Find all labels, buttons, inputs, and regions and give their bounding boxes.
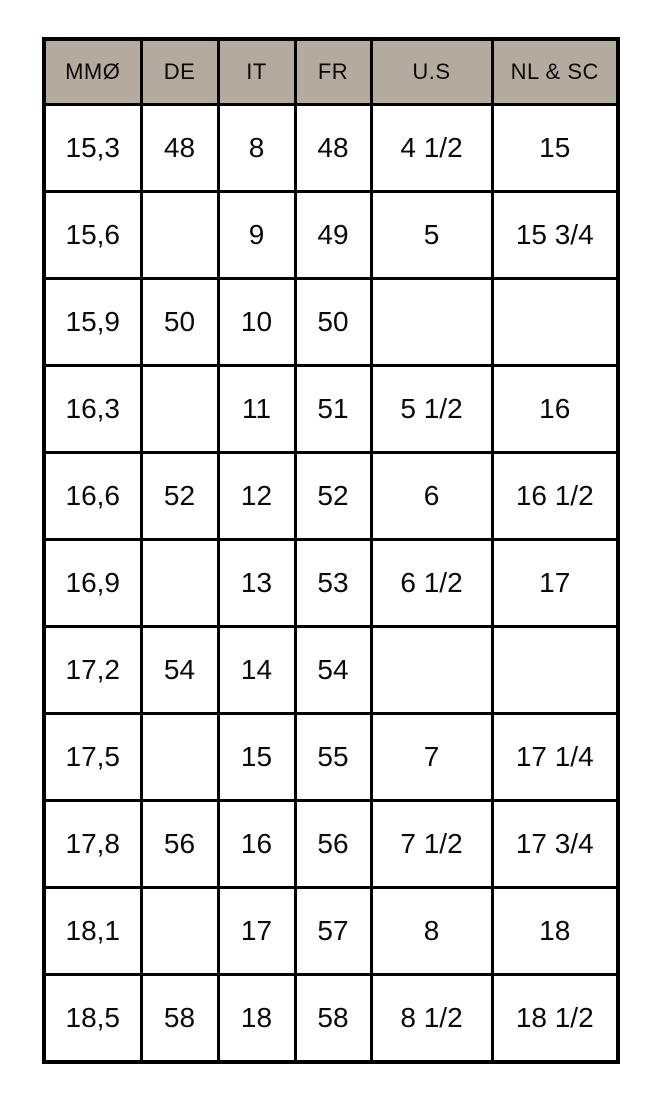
table-cell-us: 4 1/2 — [371, 105, 492, 192]
table-cell-us — [371, 279, 492, 366]
table-cell-de — [141, 540, 218, 627]
table-cell-mm: 17,5 — [44, 714, 141, 801]
table-cell-us: 8 1/2 — [371, 975, 492, 1063]
table-cell-it: 10 — [218, 279, 295, 366]
table-cell-fr: 53 — [295, 540, 371, 627]
header-cell-mm: MMØ — [44, 39, 141, 105]
table-row — [44, 975, 618, 1063]
table-cell-it: 17 — [218, 888, 295, 975]
ring-size-conversion-table — [42, 37, 620, 1064]
table-cell-it: 11 — [218, 366, 295, 453]
table-cell-fr: 57 — [295, 888, 371, 975]
table-cell-us: 6 1/2 — [371, 540, 492, 627]
table-cell-it: 13 — [218, 540, 295, 627]
table-cell-mm: 17,2 — [44, 627, 141, 714]
table-row — [44, 627, 618, 714]
table-header — [44, 39, 618, 105]
header-cell-fr: FR — [295, 39, 371, 105]
table-row — [44, 366, 618, 453]
table-cell-mm: 18,1 — [44, 888, 141, 975]
table-cell-nlsc: 18 — [492, 888, 618, 975]
table-cell-nlsc: 17 1/4 — [492, 714, 618, 801]
table-row — [44, 453, 618, 540]
table-row — [44, 714, 618, 801]
table-cell-us: 5 1/2 — [371, 366, 492, 453]
table-cell-de: 50 — [141, 279, 218, 366]
header-cell-de: DE — [141, 39, 218, 105]
table-cell-de: 58 — [141, 975, 218, 1063]
header-cell-nlsc: NL & SC — [492, 39, 618, 105]
table-cell-mm: 16,9 — [44, 540, 141, 627]
table-cell-fr: 54 — [295, 627, 371, 714]
table-cell-de: 52 — [141, 453, 218, 540]
header-cell-it: IT — [218, 39, 295, 105]
table-row — [44, 888, 618, 975]
table-cell-fr: 55 — [295, 714, 371, 801]
table-cell-it: 16 — [218, 801, 295, 888]
table-cell-us: 6 — [371, 453, 492, 540]
table-cell-de — [141, 366, 218, 453]
table-cell-mm: 15,3 — [44, 105, 141, 192]
table-cell-it: 14 — [218, 627, 295, 714]
table-cell-us — [371, 627, 492, 714]
table-cell-fr: 56 — [295, 801, 371, 888]
table-cell-nlsc: 17 3/4 — [492, 801, 618, 888]
table-cell-us: 7 1/2 — [371, 801, 492, 888]
table-cell-it: 8 — [218, 105, 295, 192]
header-cell-us: U.S — [371, 39, 492, 105]
table-cell-fr: 49 — [295, 192, 371, 279]
table-cell-it: 9 — [218, 192, 295, 279]
table-cell-mm: 17,8 — [44, 801, 141, 888]
header-row — [44, 39, 618, 105]
table-cell-de — [141, 888, 218, 975]
table-cell-mm: 15,6 — [44, 192, 141, 279]
table-cell-us: 7 — [371, 714, 492, 801]
table-cell-nlsc: 15 — [492, 105, 618, 192]
table-cell-us: 8 — [371, 888, 492, 975]
table-cell-de: 56 — [141, 801, 218, 888]
table-row — [44, 801, 618, 888]
table-cell-fr: 51 — [295, 366, 371, 453]
table-row — [44, 540, 618, 627]
table-row — [44, 105, 618, 192]
table-cell-it: 12 — [218, 453, 295, 540]
table-cell-it: 15 — [218, 714, 295, 801]
table-row — [44, 192, 618, 279]
table-cell-nlsc: 18 1/2 — [492, 975, 618, 1063]
table-cell-mm: 15,9 — [44, 279, 141, 366]
table-row — [44, 279, 618, 366]
table-cell-it: 18 — [218, 975, 295, 1063]
table-cell-fr: 52 — [295, 453, 371, 540]
table-cell-nlsc: 15 3/4 — [492, 192, 618, 279]
table-cell-fr: 48 — [295, 105, 371, 192]
table-cell-nlsc — [492, 627, 618, 714]
table-cell-nlsc: 17 — [492, 540, 618, 627]
table-cell-nlsc — [492, 279, 618, 366]
table-body — [44, 105, 618, 1063]
table-cell-de — [141, 714, 218, 801]
table-cell-mm: 18,5 — [44, 975, 141, 1063]
table-cell-de: 48 — [141, 105, 218, 192]
table-cell-mm: 16,6 — [44, 453, 141, 540]
table-cell-nlsc: 16 — [492, 366, 618, 453]
table-cell-us: 5 — [371, 192, 492, 279]
table-cell-de: 54 — [141, 627, 218, 714]
table-cell-de — [141, 192, 218, 279]
table-cell-mm: 16,3 — [44, 366, 141, 453]
table-cell-fr: 58 — [295, 975, 371, 1063]
table-cell-nlsc: 16 1/2 — [492, 453, 618, 540]
table-cell-fr: 50 — [295, 279, 371, 366]
